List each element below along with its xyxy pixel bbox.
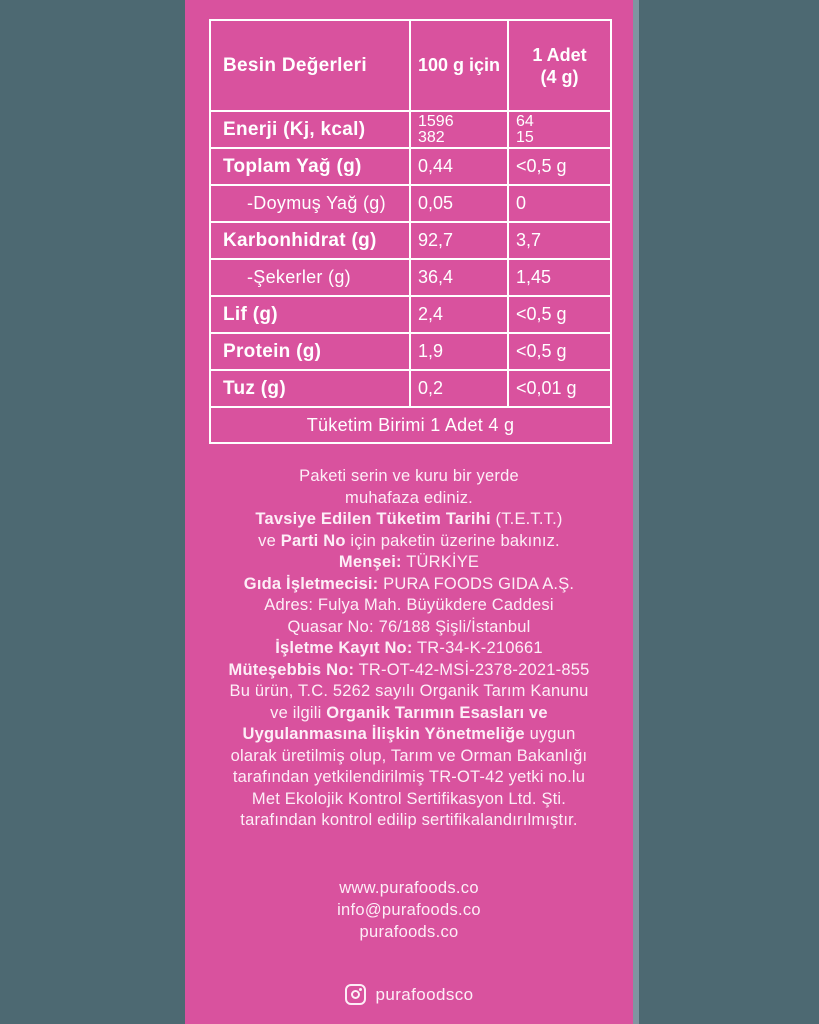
nutrition-footer-row bbox=[210, 407, 611, 443]
info-segment: Met Ekolojik Kontrol Sertifikasyon Ltd. Şti. bbox=[251, 789, 567, 808]
value-per-100g: 0,05 bbox=[410, 185, 508, 222]
nutrition-row bbox=[210, 259, 611, 296]
per-unit-header-line1: 1 Adet bbox=[532, 44, 587, 65]
value-per-unit: <0,5 g bbox=[508, 148, 611, 185]
per-unit-header-line2: (4 g) bbox=[540, 66, 579, 87]
value-per-unit: 0 bbox=[508, 185, 611, 222]
info-line bbox=[185, 746, 633, 768]
nutrition-row bbox=[210, 333, 611, 370]
info-segment: PURA FOODS GIDA A.Ş. bbox=[378, 574, 575, 593]
email-address: info@purafoods.co bbox=[337, 901, 481, 919]
nutrient-label: Toplam Yağ (g) bbox=[210, 148, 410, 185]
nutrient-label: Lif (g) bbox=[210, 296, 410, 333]
info-line bbox=[185, 595, 633, 617]
info-line bbox=[185, 724, 633, 746]
info-line bbox=[185, 509, 633, 531]
info-segment-bold: Uygulanmasına İlişkin Yönetmeliğe bbox=[242, 725, 525, 743]
info-line bbox=[185, 681, 633, 703]
info-segment-bold: Parti No bbox=[280, 531, 346, 550]
info-segment: Quasar No: 76/188 Şişli/İstanbul bbox=[287, 617, 531, 636]
info-line bbox=[185, 767, 633, 789]
short-url: purafoods.co bbox=[359, 923, 459, 941]
website-url: www.purafoods.co bbox=[339, 879, 479, 897]
nutrition-row bbox=[210, 370, 611, 407]
value-per-100g: 36,4 bbox=[410, 259, 508, 296]
info-segment-bold: İşletme Kayıt No: bbox=[275, 639, 413, 657]
nutrient-label: Protein (g) bbox=[210, 333, 410, 370]
info-line bbox=[185, 810, 633, 832]
info-line bbox=[185, 574, 633, 596]
info-text bbox=[185, 466, 633, 832]
value-per-100g: 0,44 bbox=[410, 148, 508, 185]
value-per-unit: <0,5 g bbox=[508, 296, 611, 333]
value-per-unit: 64 15 bbox=[508, 111, 611, 148]
info-segment: Adres: Fulya Mah. Büyükdere Caddesi bbox=[264, 596, 554, 614]
info-segment-bold: Müteşebbis No: bbox=[228, 660, 355, 679]
nutrition-header-name: Besin Değerleri bbox=[210, 20, 410, 111]
consumption-unit-note: Tüketim Birimi 1 Adet 4 g bbox=[210, 407, 611, 443]
value-per-unit: 3,7 bbox=[508, 222, 611, 259]
nutrition-row bbox=[210, 111, 611, 148]
nutrition-header-per-100g: 100 g için bbox=[410, 20, 508, 111]
nutrition-row bbox=[210, 185, 611, 222]
nutrition-header-per-unit bbox=[508, 20, 611, 111]
nutrition-row bbox=[210, 222, 611, 259]
value-per-100g: 1596 382 bbox=[410, 111, 508, 148]
label-panel bbox=[185, 0, 633, 1024]
value-per-unit: <0,5 g bbox=[508, 333, 611, 370]
nutrient-label: Karbonhidrat (g) bbox=[210, 222, 410, 259]
info-segment: muhafaza ediniz. bbox=[345, 488, 473, 507]
nutrient-label: Tuz (g) bbox=[210, 370, 410, 407]
value-per-100g: 1,9 bbox=[410, 333, 508, 370]
info-segment: Bu ürün, T.C. 5262 sayılı Organik Tarım Kanunu bbox=[229, 682, 589, 700]
info-segment: uygun bbox=[524, 725, 576, 743]
info-segment-bold: Tavsiye Edilen Tüketim Tarihi bbox=[255, 510, 491, 528]
info-segment: TR-OT-42-MSİ-2378-2021-855 bbox=[354, 660, 590, 679]
info-line bbox=[185, 531, 633, 553]
value-per-100g: 2,4 bbox=[410, 296, 508, 333]
info-segment: tarafından kontrol edilip sertifikalandırılmıştır. bbox=[240, 811, 578, 829]
info-segment: olarak üretilmiş olup, Tarım ve Orman Bakanlığı bbox=[230, 746, 588, 765]
nutrient-label: -Şekerler (g) bbox=[210, 259, 410, 296]
value-per-unit: <0,01 g bbox=[508, 370, 611, 407]
info-line bbox=[185, 552, 633, 574]
nutrition-row bbox=[210, 296, 611, 333]
info-line bbox=[185, 660, 633, 682]
value-per-unit: 1,45 bbox=[508, 259, 611, 296]
nutrient-label: Enerji (Kj, kcal) bbox=[210, 111, 410, 148]
info-segment: ve ilgili bbox=[270, 703, 327, 722]
info-segment: tarafından yetkilendirilmiş TR-OT-42 yetki no.lu bbox=[232, 768, 586, 786]
nutrition-row bbox=[210, 148, 611, 185]
value-per-100g: 92,7 bbox=[410, 222, 508, 259]
info-segment: ve bbox=[258, 531, 281, 550]
info-line bbox=[185, 617, 633, 639]
nutrition-table bbox=[209, 19, 612, 444]
instagram-dot-shape bbox=[359, 988, 362, 991]
info-line bbox=[185, 488, 633, 510]
info-segment: TÜRKİYE bbox=[401, 553, 480, 571]
info-line bbox=[185, 703, 633, 725]
info-segment: için paketin üzerine bakınız. bbox=[345, 531, 560, 550]
info-segment: TR-34-K-210661 bbox=[412, 639, 543, 657]
value-per-100g: 0,2 bbox=[410, 370, 508, 407]
info-line bbox=[185, 466, 633, 488]
instagram-lens-shape bbox=[351, 990, 360, 999]
instagram-icon bbox=[345, 984, 366, 1005]
nutrition-table-body bbox=[210, 111, 611, 407]
label-edge-highlight bbox=[633, 0, 639, 1024]
contact-block bbox=[185, 877, 633, 943]
info-line bbox=[185, 638, 633, 660]
nutrition-header-row bbox=[210, 20, 611, 111]
social-row bbox=[185, 984, 633, 1005]
info-segment: (T.E.T.T.) bbox=[490, 510, 563, 528]
info-segment-bold: Organik Tarımın Esasları ve bbox=[326, 703, 548, 722]
info-line bbox=[185, 789, 633, 811]
info-segment-bold: Gıda İşletmecisi: bbox=[243, 574, 379, 593]
info-segment: Paketi serin ve kuru bir yerde bbox=[299, 467, 519, 485]
instagram-handle: purafoodsco bbox=[375, 984, 474, 1004]
nutrient-label: -Doymuş Yağ (g) bbox=[210, 185, 410, 222]
info-segment-bold: Menşei: bbox=[338, 553, 402, 571]
